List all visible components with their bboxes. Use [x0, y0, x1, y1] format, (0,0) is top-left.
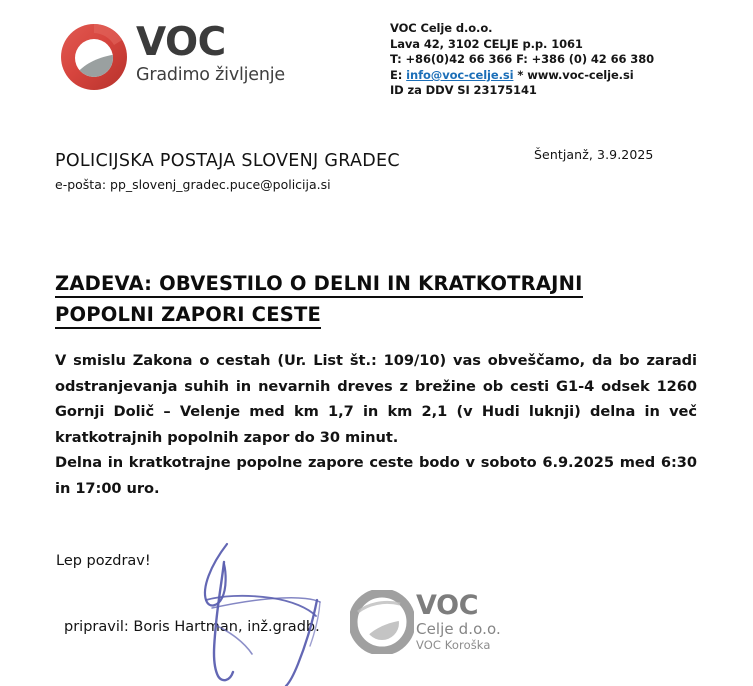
recipient-name: POLICIJSKA POSTAJA SLOVENJ GRADEC: [55, 151, 400, 171]
voc-ring-logo-icon: [58, 21, 130, 93]
stamp-subtitle-1: Celje d.o.o.: [416, 620, 501, 638]
subject-line-2-text: POPOLNI ZAPORI CESTE: [55, 303, 321, 329]
subject-line-2: [55, 299, 655, 330]
letterhead: [0, 0, 753, 120]
closing-author: pripravil: Boris Hartman, inž.gradb.: [64, 619, 320, 635]
company-logo: [58, 21, 303, 96]
dateline: Šentjanž, 3.9.2025: [534, 147, 654, 162]
company-address: Lava 42, 3102 CELJE p.p. 1061: [390, 36, 583, 51]
company-contact-block: [390, 21, 654, 99]
stamp-subtitle-2: VOC Koroška: [416, 638, 491, 652]
company-vat-id: ID za DDV SI 23175141: [390, 83, 537, 98]
subject-heading: [55, 268, 655, 330]
recipient-block: [55, 150, 400, 194]
company-email-link[interactable]: info@voc-celje.si: [406, 67, 514, 82]
voc-ring-stamp-icon: [350, 590, 414, 654]
body-paragraph-2: Delna in kratkotrajne popolne zapore ceste bodo v soboto 6.9.2025 med 6:30 in 17:00 uro.: [55, 454, 697, 497]
closing-greeting: Lep pozdrav!: [56, 553, 151, 569]
company-website: www.voc-celje.si: [527, 67, 634, 82]
logo-wordmark: [136, 20, 304, 86]
company-email-line: [390, 68, 654, 84]
logo-voc-text: VOC: [136, 20, 226, 65]
body-paragraph-1: V smislu Zakona o cestah (Ur. List št.: 109/10) vas obveščamo, da bo zaradi odstranjevanja suhih in nevarnih dreves z brežine ob cesti G1-4 odsek 1260 Gornji Dolič – Velenje med km 1,7 in km 2,1 (v Hudi luknji) delna in več kratkotrajnih popolnih zapor do 30 minut.: [55, 352, 697, 446]
recipient-email: e-pošta: pp_slovenj_gradec.puce@policija.si: [55, 177, 331, 192]
email-separator: *: [513, 67, 528, 82]
footer-stamp: [350, 588, 565, 660]
handwritten-signature-icon: [186, 536, 361, 686]
email-prefix: E:: [390, 67, 407, 82]
stamp-wordmark: [416, 592, 501, 653]
letter-body: [55, 348, 697, 501]
subject-line-1: [55, 268, 655, 299]
closing-block: [56, 551, 320, 635]
subject-line-1-text: ZADEVA: OBVESTILO O DELNI IN KRATKOTRAJNI: [55, 272, 583, 298]
logo-tagline: Gradimo življenje: [136, 65, 285, 85]
company-phone-fax: T: +86(0)42 66 366 F: +386 (0) 42 66 380: [390, 52, 655, 67]
company-name: VOC Celje d.o.o.: [390, 21, 493, 35]
stamp-voc-text: VOC: [416, 590, 479, 621]
